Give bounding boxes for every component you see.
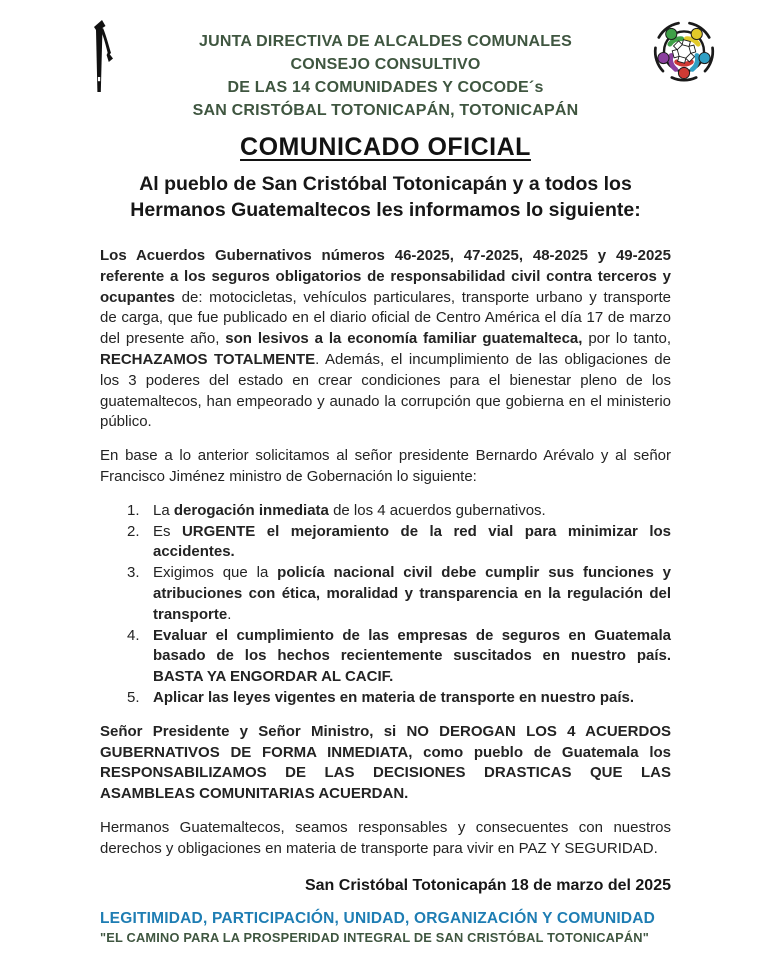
list-item-4-number: 4. (127, 626, 140, 644)
community-roundtable-drawing (644, 13, 724, 93)
demands-list (100, 501, 671, 709)
document-footer (100, 910, 671, 945)
org-header (130, 0, 641, 122)
community-roundtable-logo (644, 13, 724, 93)
org-line-2: CONSEJO CONSULTIVO (290, 56, 481, 73)
footer-slogan: "EL CAMINO PARA LA PROSPERIDAD INTEGRAL DE SAN CRISTÓBAL TOTONICAPÁN" (100, 930, 649, 945)
list-item-2-text: Es URGENTE el mejoramiento de la red vial para minimizar los accidentes. (153, 522, 671, 561)
footer-motto: LEGITIMIDAD, PARTICIPACIÓN, UNIDAD, ORGANIZACIÓN Y COMUNIDAD (100, 910, 656, 927)
subtitle-line-1: Al pueblo de San Cristóbal Totonicapán y a todos los (139, 173, 632, 195)
paragraph-solicitud: En base a lo anterior solicitamos al señor presidente Bernardo Arévalo y al señor Francisco Jiménez ministro de Gobernación lo siguiente: (100, 447, 671, 485)
ceremonial-staff-drawing (88, 18, 116, 96)
list-item-4-text: Evaluar el cumplimiento de las empresas de seguros en Guatemala basado de los hechos recientemente suscitados en nuestro país. BASTA YA ENGORDAR AL CACIF. (153, 626, 671, 686)
list-item-4 (100, 626, 671, 688)
list-item-1-number: 1. (127, 501, 140, 519)
list-item-1 (100, 501, 671, 522)
document-title: COMUNICADO OFICIAL (240, 133, 531, 161)
org-line-1: JUNTA DIRECTIVA DE ALCALDES COMUNALES (198, 33, 573, 50)
org-line-4: SAN CRISTÓBAL TOTONICAPÁN, TOTONICAPÁN (192, 102, 579, 119)
list-item-5-text: Aplicar las leyes vigentes en materia de transporte en nuestro país. (153, 688, 635, 706)
paragraph-advertencia: Señor Presidente y Señor Ministro, si NO DEROGAN LOS 4 ACUERDOS GUBERNATIVOS DE FORMA INMEDIATA, como pueblo de Guatemala los RESPONSABILIZAMOS DE LAS DECISIONES DRASTICAS QUE LAS ASAMBLEAS COMUNITARIAS ACUERDAN. (100, 722, 671, 803)
date-line: San Cristóbal Totonicapán 18 de marzo del 2025 (304, 876, 671, 894)
list-item-5 (100, 688, 671, 709)
list-item-5-number: 5. (127, 688, 140, 706)
document-subtitle (0, 171, 771, 223)
list-item-3-number: 3. (127, 564, 140, 582)
ceremonial-staff-icon (88, 18, 116, 96)
list-item-3 (100, 563, 671, 625)
subtitle-line-2: Hermanos Guatemaltecos les informamos lo siguiente: (130, 199, 641, 221)
list-item-2-number: 2. (127, 522, 140, 540)
list-item-2 (100, 522, 671, 564)
list-item-1-text: La derogación inmediata de los 4 acuerdos gubernativos. (153, 501, 546, 519)
list-item-3-text: Exigimos que la policía nacional civil debe cumplir sus funciones y atribuciones con ética, moralidad y transparencia en la regulación del transporte. (153, 564, 671, 623)
org-line-3: DE LAS 14 COMUNIDADES Y COCODE´s (227, 79, 544, 96)
document-body (100, 246, 671, 896)
paragraph-acuerdos: Los Acuerdos Gubernativos números 46-2025, 47-2025, 48-2025 y 49-2025 referente a los seguros obligatorios de responsabilidad civil contra terceros y ocupantes de: motocicletas, vehículos particulares, transporte urbano y transporte de carga, que fue publicado en el diario oficial de Centro América el día 17 de marzo del presente año, son lesivos a la economía familiar guatemalteca, por lo tanto, RECHAZAMOS TOTALMENTE. Además, el incumplimiento de las obligaciones de los 3 poderes del estado en crear condiciones para el bienestar pleno de los guatemaltecos, han empeorado y aunado la corrupción que gobierna en el ministerio público. (100, 247, 671, 431)
paragraph-cierre: Hermanos Guatemaltecos, seamos responsables y consecuentes con nuestros derechos y obligaciones en materia de transporte para vivir en PAZ Y SEGURIDAD. (100, 818, 671, 857)
